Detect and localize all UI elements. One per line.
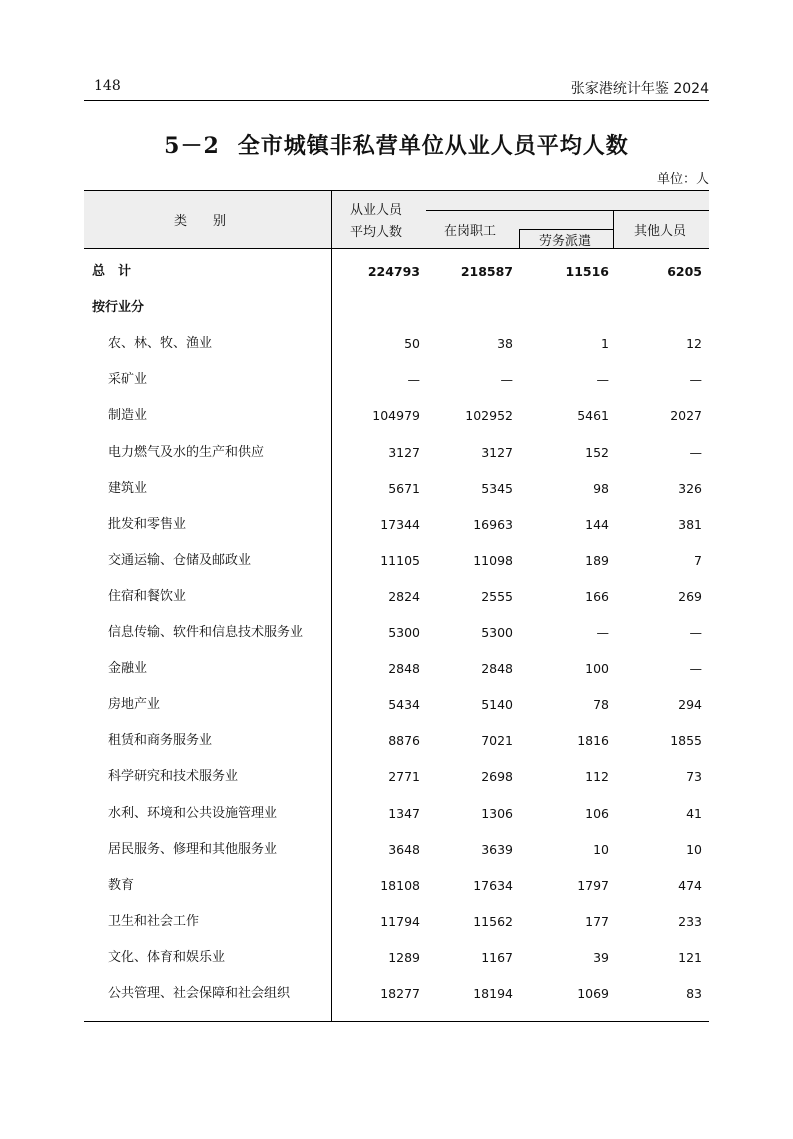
cell-avg: 8876: [388, 733, 420, 749]
cell-on-post: 2698: [481, 769, 513, 785]
page-number: 148: [94, 78, 121, 94]
cell-on-post: 1306: [481, 805, 513, 821]
header-divider-other: [613, 210, 614, 248]
cell-avg: 11794: [380, 913, 420, 929]
row-label: 总 计: [92, 264, 132, 279]
row-label: 农、林、牧、渔业: [108, 336, 213, 352]
row-label: 文化、体育和娱乐业: [108, 949, 226, 965]
table-row: [84, 254, 709, 290]
row-label: 公共管理、社会保障和社会组织: [108, 986, 291, 1001]
cell-on-post: 1167: [481, 949, 513, 965]
row-label: 交通运输、仓储及邮政业: [108, 552, 252, 568]
cell-avg: 5671: [388, 480, 420, 496]
row-label: 按行业分: [92, 300, 145, 316]
cell-on-post: 16963: [473, 516, 513, 532]
cell-avg: 11105: [380, 552, 420, 568]
cell-dispatch: 78: [593, 697, 609, 713]
cell-other: —: [689, 661, 702, 677]
row-label: 科学研究和技术服务业: [108, 769, 239, 785]
header-rule: [84, 100, 709, 101]
cell-dispatch: 98: [593, 480, 609, 496]
cell-avg: 2824: [388, 588, 420, 604]
table-row: [84, 326, 709, 362]
header-avg-line1: 从业人员: [350, 203, 403, 218]
cell-other: 10: [686, 841, 702, 857]
row-label: 房地产业: [108, 697, 161, 713]
cell-avg: 2771: [388, 769, 420, 785]
cell-other: 121: [678, 949, 702, 965]
table-row: [84, 543, 709, 579]
data-table: [84, 190, 709, 1022]
table-row: [84, 976, 709, 1012]
cell-avg: 5434: [388, 697, 420, 713]
cell-on-post: 2848: [481, 661, 513, 677]
cell-other: 1855: [670, 733, 702, 749]
cell-other: —: [689, 625, 702, 640]
cell-on-post: 102952: [465, 408, 513, 424]
header-avg-line2: 平均人数: [350, 225, 403, 240]
cell-on-post: 5140: [481, 697, 513, 713]
table-row: [84, 398, 709, 434]
unit-label: 单位：人: [656, 172, 709, 187]
cell-other: —: [689, 444, 702, 460]
cell-dispatch: 5461: [577, 408, 609, 424]
cell-avg: 18277: [380, 986, 420, 1001]
table-row: [84, 723, 709, 759]
row-label: 卫生和社会工作: [108, 913, 200, 929]
cell-other: 41: [686, 805, 702, 821]
row-label: 批发和零售业: [108, 516, 187, 532]
cell-avg: —: [407, 372, 420, 388]
row-label: 住宿和餐饮业: [108, 588, 187, 604]
cell-avg: 104979: [372, 408, 420, 424]
cell-avg: 3127: [388, 444, 420, 460]
row-label: 信息传输、软件和信息技术服务业: [108, 625, 304, 640]
cell-on-post: 3639: [481, 841, 513, 857]
table-row: [84, 904, 709, 940]
cell-other: 12: [686, 336, 702, 352]
table-row: [84, 759, 709, 795]
cell-on-post: 218587: [460, 264, 513, 279]
cell-avg: 5300: [388, 625, 420, 640]
cell-on-post: —: [500, 372, 513, 388]
book-title: 张家港统计年鉴 2024: [570, 81, 709, 97]
table-title: [84, 129, 709, 160]
cell-dispatch: 177: [585, 913, 609, 929]
cell-on-post: 11098: [473, 552, 513, 568]
table-row: [84, 796, 709, 832]
cell-dispatch: 106: [585, 805, 609, 821]
row-label: 居民服务、修理和其他服务业: [108, 841, 278, 857]
cell-dispatch: 1069: [577, 986, 609, 1001]
cell-other: —: [689, 372, 702, 388]
cell-dispatch: 1: [601, 336, 609, 352]
cell-other: 73: [686, 769, 702, 785]
cell-on-post: 5345: [481, 480, 513, 496]
cell-other: 2027: [670, 408, 702, 424]
header-on-post: 在岗职工: [444, 224, 497, 239]
cell-on-post: 18194: [473, 986, 513, 1001]
cell-other: 381: [678, 516, 702, 532]
cell-avg: 224793: [367, 264, 420, 279]
cell-dispatch: 144: [585, 516, 609, 532]
header-divider-dispatch: [519, 229, 520, 248]
table-row: [84, 471, 709, 507]
table-row: [84, 868, 709, 904]
header-other: 其他人员: [634, 224, 687, 239]
cell-dispatch: 166: [585, 588, 609, 604]
cell-dispatch: 10: [593, 841, 609, 857]
row-label: 租赁和商务服务业: [108, 733, 213, 749]
cell-on-post: 11562: [473, 913, 513, 929]
cell-on-post: 7021: [481, 733, 513, 749]
table-row: [84, 507, 709, 543]
cell-avg: 17344: [380, 516, 420, 532]
table-header: [84, 190, 709, 248]
cell-dispatch: 112: [585, 769, 609, 785]
cell-dispatch: 100: [585, 661, 609, 677]
table-header-rule: [84, 248, 709, 249]
cell-dispatch: 11516: [565, 264, 609, 279]
row-label: 水利、环境和公共设施管理业: [108, 805, 278, 821]
header-dispatch: 劳务派遣: [539, 234, 592, 249]
table-row: [84, 290, 709, 326]
row-label: 制造业: [108, 408, 148, 424]
cell-dispatch: 1816: [577, 733, 609, 749]
cell-other: 269: [678, 588, 702, 604]
cell-on-post: 17634: [473, 877, 513, 893]
table-top-rule: [84, 190, 709, 191]
table-row: [84, 940, 709, 976]
row-label: 建筑业: [108, 480, 148, 496]
cell-dispatch: 152: [585, 444, 609, 460]
table-row: [84, 435, 709, 471]
table-title-text: 全市城镇非私营单位从业人员平均人数: [237, 134, 629, 159]
row-label: 教育: [108, 877, 135, 893]
table-row: [84, 579, 709, 615]
cell-other: 83: [686, 986, 702, 1001]
cell-avg: 3648: [388, 841, 420, 857]
table-number: 5－2: [164, 133, 220, 159]
cell-other: 233: [678, 913, 702, 929]
cell-dispatch: 189: [585, 552, 609, 568]
cell-other: 6205: [667, 264, 702, 279]
cell-avg: 50: [404, 336, 420, 352]
cell-avg: 1347: [388, 805, 420, 821]
cell-other: 7: [694, 552, 702, 568]
cell-avg: 1289: [388, 949, 420, 965]
cell-dispatch: 39: [593, 949, 609, 965]
page-header: [84, 74, 709, 100]
table-row: [84, 362, 709, 398]
table-row: [84, 651, 709, 687]
header-sub-rule: [519, 229, 613, 230]
table-row: [84, 615, 709, 651]
cell-on-post: 2555: [481, 588, 513, 604]
table-bottom-rule: [84, 1021, 709, 1022]
table-row: [84, 832, 709, 868]
cell-other: 326: [678, 480, 702, 496]
cell-other: 294: [678, 697, 702, 713]
cell-avg: 18108: [380, 877, 420, 893]
cell-dispatch: —: [596, 625, 609, 640]
cell-dispatch: 1797: [577, 877, 609, 893]
cell-other: 474: [678, 877, 702, 893]
header-category: 类 别: [174, 214, 227, 229]
row-label: 金融业: [108, 661, 148, 677]
row-label: 电力燃气及水的生产和供应: [108, 444, 265, 460]
cell-on-post: 5300: [481, 625, 513, 640]
table-row: [84, 687, 709, 723]
header-span-rule: [426, 210, 709, 211]
cell-dispatch: —: [596, 372, 609, 388]
row-label: 采矿业: [108, 372, 148, 388]
cell-on-post: 38: [497, 336, 513, 352]
cell-avg: 2848: [388, 661, 420, 677]
cell-on-post: 3127: [481, 444, 513, 460]
